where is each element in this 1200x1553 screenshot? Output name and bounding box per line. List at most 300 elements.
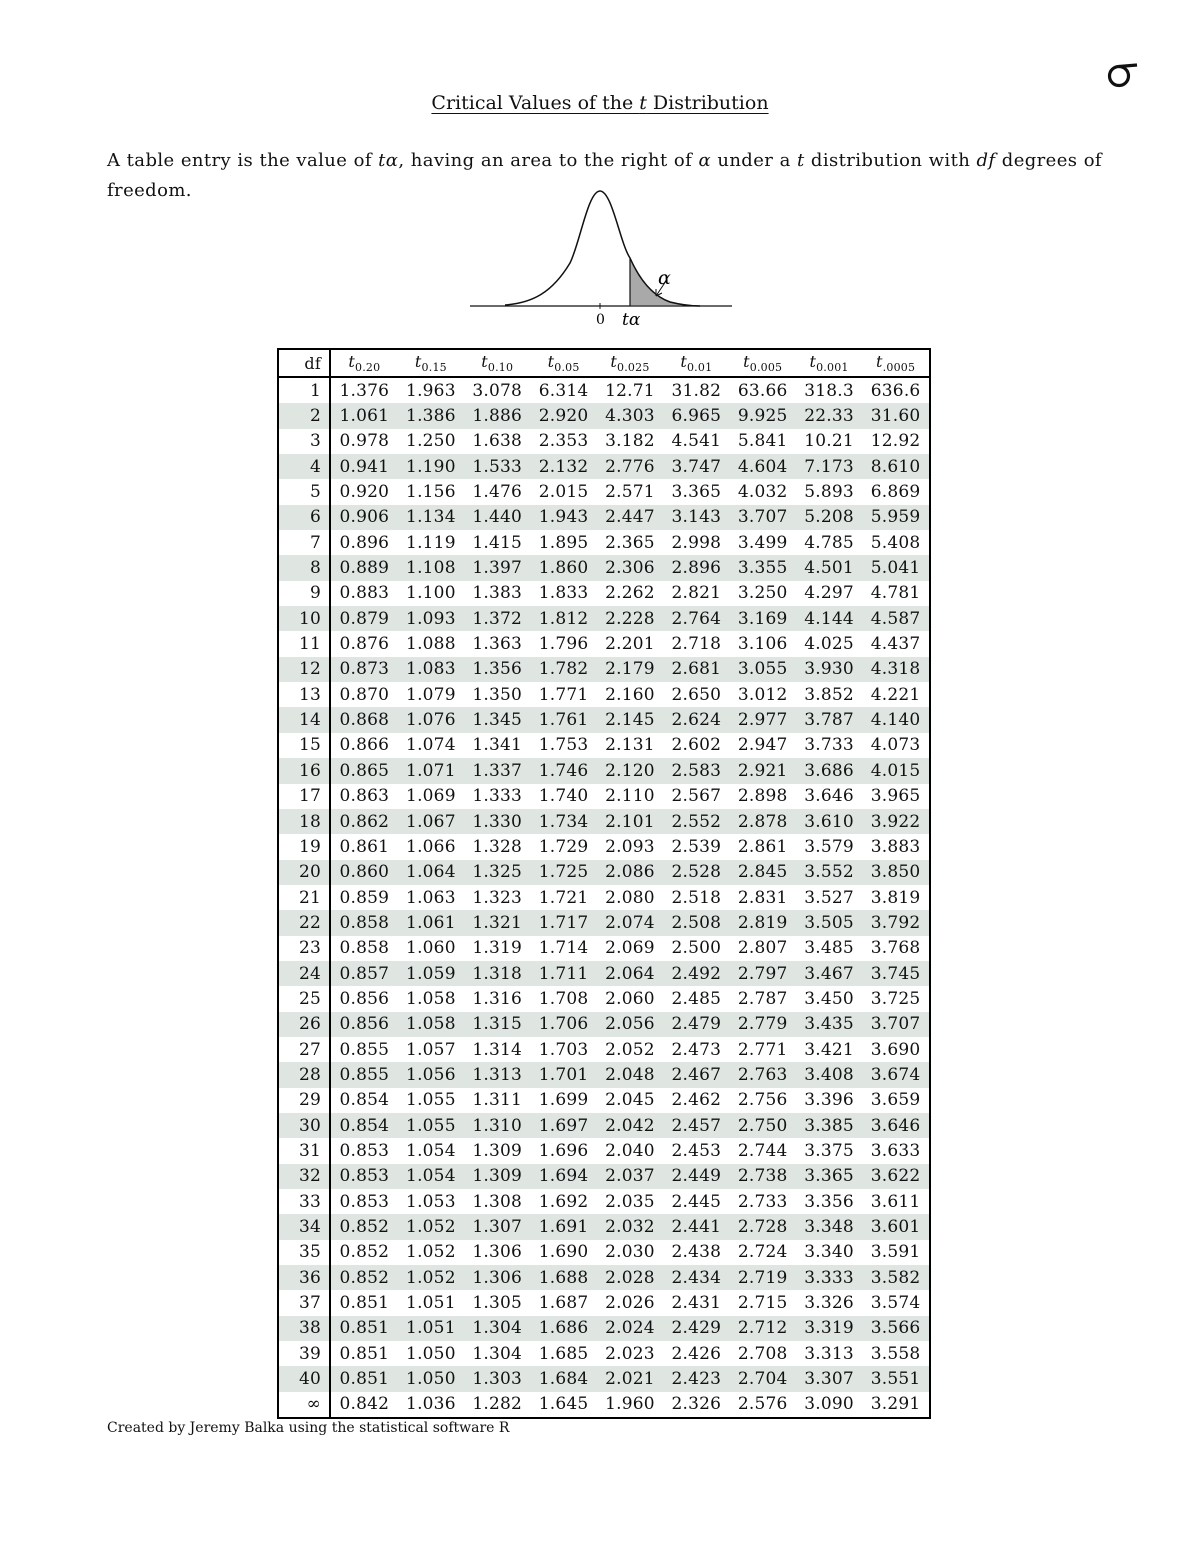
value-cell: 0.860 (330, 860, 398, 885)
value-cell: 0.852 (339, 1242, 390, 1263)
value-cell: 0.858 (330, 910, 398, 935)
value-cell: 1.717 (530, 910, 596, 935)
value-cell: 1.341 (472, 735, 523, 756)
df-cell: 2 (278, 403, 330, 428)
value-cell: 2.602 (671, 735, 722, 756)
value-cell: 1.685 (538, 1343, 589, 1364)
value-cell: 2.110 (605, 786, 655, 807)
df-cell: 24 (278, 961, 330, 986)
value-cell: 1.638 (472, 431, 523, 452)
df-cell: 28 (278, 1062, 330, 1087)
value-cell: 0.861 (339, 836, 390, 857)
value-cell: 3.169 (730, 606, 796, 631)
df-cell: 33 (278, 1189, 330, 1214)
df-cell: 23 (278, 936, 330, 961)
value-cell: 2.179 (597, 657, 663, 682)
value-cell: 0.866 (339, 735, 390, 756)
value-cell: 2.712 (730, 1316, 796, 1341)
value-cell: 2.845 (730, 860, 796, 885)
table-header-row (278, 349, 930, 377)
table-row (278, 1189, 930, 1214)
value-cell: 0.852 (330, 1214, 398, 1239)
value-cell: 4.025 (804, 634, 854, 655)
value-cell: 3.078 (472, 380, 523, 401)
table-row (278, 860, 930, 885)
value-cell: 0.857 (330, 961, 398, 986)
value-cell: 0.842 (339, 1394, 390, 1415)
value-cell: 0.865 (330, 758, 398, 783)
value-cell: 2.035 (605, 1191, 655, 1212)
table-row (278, 1214, 930, 1239)
value-cell: 3.591 (870, 1242, 921, 1263)
value-cell: 2.807 (737, 938, 788, 959)
value-cell: 2.771 (737, 1039, 788, 1060)
value-cell: 2.120 (597, 758, 663, 783)
table-row (278, 1113, 930, 1138)
value-cell: 3.733 (804, 735, 854, 756)
value-cell: 3.566 (862, 1316, 930, 1341)
df-cell: 7 (278, 530, 330, 555)
value-cell: 3.601 (862, 1214, 930, 1239)
value-cell: 12.71 (605, 380, 655, 401)
value-cell: 1.833 (538, 583, 589, 604)
value-cell: 1.052 (398, 1214, 464, 1239)
df-cell: 30 (278, 1113, 330, 1138)
value-cell: 2.733 (737, 1191, 788, 1212)
value-cell: 0.854 (339, 1090, 390, 1111)
value-cell: 2.080 (605, 887, 655, 908)
value-cell: 3.340 (804, 1242, 854, 1263)
value-cell: 0.851 (330, 1316, 398, 1341)
value-cell: 1.064 (398, 860, 464, 885)
value-cell: 4.318 (862, 657, 930, 682)
value-cell: 1.051 (406, 1293, 456, 1314)
value-cell: 1.645 (538, 1394, 589, 1415)
value-cell: 3.326 (804, 1293, 854, 1314)
value-cell: 1.050 (398, 1366, 464, 1391)
value-cell: 2.021 (597, 1366, 663, 1391)
df-cell: 5 (278, 479, 330, 504)
value-cell: 1.397 (464, 555, 530, 580)
value-cell: 1.796 (538, 634, 589, 655)
t-alpha-label: tα (622, 310, 641, 330)
value-cell: 2.353 (538, 431, 589, 452)
value-cell: 2.101 (597, 809, 663, 834)
value-cell: 1.812 (530, 606, 596, 631)
value-cell: 1.306 (472, 1242, 523, 1263)
value-cell: 3.819 (870, 887, 921, 908)
table-row (278, 606, 930, 631)
value-cell: 1.318 (464, 961, 530, 986)
df-cell: 38 (278, 1316, 330, 1341)
df-cell: 25 (278, 986, 330, 1011)
value-cell: 3.852 (804, 684, 854, 705)
table-row (278, 733, 930, 758)
value-cell: 1.356 (464, 657, 530, 682)
value-cell: 3.787 (796, 707, 862, 732)
value-cell: 1.330 (464, 809, 530, 834)
value-cell: 3.356 (804, 1191, 854, 1212)
value-cell: 4.541 (671, 431, 722, 452)
value-cell: 2.131 (605, 735, 655, 756)
value-cell: 3.883 (870, 836, 921, 857)
df-cell: 6 (278, 505, 330, 530)
value-cell: 1.694 (530, 1164, 596, 1189)
value-cell: 3.574 (870, 1293, 921, 1314)
value-cell: 1.076 (398, 707, 464, 732)
value-cell: 2.947 (737, 735, 788, 756)
value-cell: 1.054 (406, 1140, 456, 1161)
value-cell: 3.579 (804, 836, 854, 857)
value-cell: 3.291 (870, 1394, 921, 1415)
value-cell: 1.054 (398, 1164, 464, 1189)
value-cell: 4.437 (870, 634, 921, 655)
value-cell: 3.552 (796, 860, 862, 885)
df-cell: 26 (278, 1012, 330, 1037)
table-row (278, 377, 930, 403)
value-cell: 1.316 (472, 988, 523, 1009)
table-row (278, 1392, 930, 1418)
value-cell: 4.604 (730, 454, 796, 479)
sigma-icon (1105, 56, 1139, 90)
value-cell: 1.058 (398, 1012, 464, 1037)
value-cell: 1.190 (398, 454, 464, 479)
value-cell: 2.060 (605, 988, 655, 1009)
value-cell: 2.473 (671, 1039, 722, 1060)
value-cell: 1.687 (538, 1293, 589, 1314)
value-cell: 2.704 (730, 1366, 796, 1391)
value-cell: 1.345 (464, 707, 530, 732)
table-row (278, 986, 930, 1011)
table-row (278, 784, 930, 809)
value-cell: 5.841 (737, 431, 788, 452)
value-cell: 1.309 (472, 1140, 523, 1161)
value-cell: 1.308 (472, 1191, 523, 1212)
value-cell: 1.337 (464, 758, 530, 783)
df-cell: 9 (278, 581, 330, 606)
value-cell: 1.383 (472, 583, 523, 604)
value-cell: 3.106 (737, 634, 788, 655)
value-cell: 1.050 (406, 1343, 456, 1364)
value-cell: 3.686 (796, 758, 862, 783)
value-cell: 3.250 (737, 583, 788, 604)
df-cell: 20 (278, 860, 330, 885)
value-cell: 10.21 (804, 431, 854, 452)
value-cell: 1.321 (464, 910, 530, 935)
value-cell: 2.708 (737, 1343, 788, 1364)
value-cell: 2.571 (605, 482, 655, 503)
value-cell: 1.771 (538, 684, 589, 705)
value-cell: 4.781 (870, 583, 921, 604)
value-cell: 2.028 (597, 1265, 663, 1290)
value-cell: 2.921 (730, 758, 796, 783)
value-cell: 1.711 (530, 961, 596, 986)
value-cell: 2.201 (605, 634, 655, 655)
df-cell: 32 (278, 1164, 330, 1189)
value-cell: 2.728 (730, 1214, 796, 1239)
value-cell: 2.326 (671, 1394, 722, 1415)
value-cell: 2.576 (737, 1394, 788, 1415)
value-cell: 2.518 (671, 887, 722, 908)
value-cell: 1.533 (464, 454, 530, 479)
value-cell: 1.119 (406, 532, 456, 553)
value-cell: 1.250 (406, 431, 456, 452)
value-cell: 3.611 (870, 1191, 921, 1212)
df-cell: 4 (278, 454, 330, 479)
value-cell: 1.699 (538, 1090, 589, 1111)
table-row (278, 454, 930, 479)
df-cell: 34 (278, 1214, 330, 1239)
value-cell: 2.878 (730, 809, 796, 834)
value-cell: 2.449 (663, 1164, 729, 1189)
column-header: $t_{0.005}$ (730, 349, 796, 377)
value-cell: 63.66 (737, 380, 788, 401)
value-cell: 2.228 (597, 606, 663, 631)
table-row (278, 758, 930, 783)
value-cell: 1.691 (530, 1214, 596, 1239)
value-cell: 1.350 (472, 684, 523, 705)
value-cell: 1.697 (530, 1113, 596, 1138)
value-cell: 1.692 (538, 1191, 589, 1212)
value-cell: 636.6 (870, 380, 921, 401)
table-row (278, 809, 930, 834)
value-cell: 3.505 (796, 910, 862, 935)
value-cell: 1.305 (472, 1293, 523, 1314)
value-cell: 1.688 (530, 1265, 596, 1290)
value-cell: 1.440 (464, 505, 530, 530)
value-cell: 3.646 (862, 1113, 930, 1138)
value-cell: 1.886 (464, 403, 530, 428)
column-header: $t_{.0005}$ (862, 349, 930, 377)
value-cell: 3.707 (862, 1012, 930, 1037)
value-cell: 0.920 (339, 482, 390, 503)
value-cell: 1.304 (464, 1316, 530, 1341)
column-header: $t_{0.001}$ (796, 349, 862, 377)
value-cell: 8.610 (862, 454, 930, 479)
df-cell: 21 (278, 885, 330, 910)
table-row (278, 1341, 930, 1366)
value-cell: 2.040 (605, 1140, 655, 1161)
value-cell: 1.708 (538, 988, 589, 1009)
value-cell: 0.851 (339, 1343, 390, 1364)
table-row (278, 1037, 930, 1062)
value-cell: 2.787 (737, 988, 788, 1009)
value-cell: 1.156 (406, 482, 456, 503)
value-cell: 3.792 (862, 910, 930, 935)
df-cell: 15 (278, 733, 330, 758)
table-row (278, 429, 930, 454)
value-cell: 2.069 (605, 938, 655, 959)
t-critical-values-table (277, 348, 931, 1419)
value-cell: 2.819 (730, 910, 796, 935)
value-cell: 2.763 (730, 1062, 796, 1087)
value-cell: 1.067 (398, 809, 464, 834)
value-cell: 2.998 (671, 532, 722, 553)
value-cell: 2.776 (597, 454, 663, 479)
value-cell: 2.045 (605, 1090, 655, 1111)
table-row (278, 403, 930, 428)
df-header: df (278, 349, 330, 377)
value-cell: 1.306 (464, 1265, 530, 1290)
value-cell: 1.372 (464, 606, 530, 631)
value-cell: 1.706 (530, 1012, 596, 1037)
value-cell: 2.306 (597, 555, 663, 580)
column-header: $t_{0.10}$ (464, 349, 530, 377)
value-cell: 2.467 (663, 1062, 729, 1087)
value-cell: 2.429 (663, 1316, 729, 1341)
df-cell: 8 (278, 555, 330, 580)
value-cell: 2.479 (663, 1012, 729, 1037)
value-cell: 3.385 (796, 1113, 862, 1138)
value-cell: 1.282 (472, 1394, 523, 1415)
value-cell: 3.499 (737, 532, 788, 553)
value-cell: 3.408 (796, 1062, 862, 1087)
value-cell: 2.086 (597, 860, 663, 885)
value-cell: 31.60 (862, 403, 930, 428)
value-cell: 3.365 (796, 1164, 862, 1189)
column-header: $t_{0.01}$ (663, 349, 729, 377)
value-cell: 0.853 (330, 1164, 398, 1189)
table-row (278, 1062, 930, 1087)
value-cell: 1.315 (464, 1012, 530, 1037)
value-cell: 2.447 (597, 505, 663, 530)
value-cell: 1.303 (464, 1366, 530, 1391)
table-row (278, 631, 930, 656)
value-cell: 3.012 (737, 684, 788, 705)
value-cell: 1.333 (472, 786, 523, 807)
value-cell: 3.319 (796, 1316, 862, 1341)
value-cell: 2.861 (737, 836, 788, 857)
value-cell: 0.852 (330, 1265, 398, 1290)
value-cell: 0.863 (339, 786, 390, 807)
value-cell: 2.738 (730, 1164, 796, 1189)
value-cell: 2.492 (663, 961, 729, 986)
df-cell: 14 (278, 707, 330, 732)
value-cell: 3.674 (862, 1062, 930, 1087)
column-header: $t_{0.025}$ (597, 349, 663, 377)
value-cell: 0.853 (339, 1191, 390, 1212)
table-row (278, 961, 930, 986)
value-cell: 3.551 (862, 1366, 930, 1391)
value-cell: 1.304 (472, 1343, 523, 1364)
value-cell: 2.056 (597, 1012, 663, 1037)
value-cell: 2.650 (671, 684, 722, 705)
value-cell: 1.734 (530, 809, 596, 834)
value-cell: 5.959 (862, 505, 930, 530)
value-cell: 0.856 (339, 988, 390, 1009)
value-cell: 4.140 (862, 707, 930, 732)
value-cell: 0.889 (330, 555, 398, 580)
value-cell: 2.015 (538, 482, 589, 503)
value-cell: 3.375 (804, 1140, 854, 1161)
value-cell: 1.690 (538, 1242, 589, 1263)
value-cell: 3.055 (730, 657, 796, 682)
value-cell: 2.896 (663, 555, 729, 580)
value-cell: 1.415 (472, 532, 523, 553)
value-cell: 3.690 (870, 1039, 921, 1060)
value-cell: 2.724 (737, 1242, 788, 1263)
table-row (278, 505, 930, 530)
table-row (278, 910, 930, 935)
value-cell: 3.850 (862, 860, 930, 885)
value-cell: 3.747 (663, 454, 729, 479)
table-row (278, 555, 930, 580)
value-cell: 2.500 (671, 938, 722, 959)
value-cell: 2.064 (597, 961, 663, 986)
value-cell: 3.355 (730, 555, 796, 580)
table-row (278, 1138, 930, 1163)
value-cell: 0.906 (330, 505, 398, 530)
value-cell: 5.408 (870, 532, 921, 553)
value-cell: 1.057 (406, 1039, 456, 1060)
value-cell: 2.445 (671, 1191, 722, 1212)
value-cell: 2.423 (663, 1366, 729, 1391)
value-cell: 1.061 (330, 403, 398, 428)
value-cell: 2.539 (671, 836, 722, 857)
value-cell: 1.074 (406, 735, 456, 756)
value-cell: 2.567 (671, 786, 722, 807)
column-header: $t_{0.20}$ (330, 349, 398, 377)
value-cell: 0.879 (330, 606, 398, 631)
value-cell: 1.740 (538, 786, 589, 807)
value-cell: 2.462 (671, 1090, 722, 1111)
value-cell: 1.325 (464, 860, 530, 885)
value-cell: 1.386 (398, 403, 464, 428)
value-cell: 3.610 (796, 809, 862, 834)
value-cell: 3.450 (804, 988, 854, 1009)
intro-paragraph: A table entry is the value of tα, having an area to the right of α under a t distribution with df degrees of freedom. (107, 150, 1102, 201)
value-cell: 1.051 (398, 1316, 464, 1341)
value-cell: 1.066 (406, 836, 456, 857)
value-cell: 3.725 (870, 988, 921, 1009)
value-cell: 1.069 (406, 786, 456, 807)
value-cell: 1.860 (530, 555, 596, 580)
value-cell: 2.048 (597, 1062, 663, 1087)
value-cell: 1.714 (538, 938, 589, 959)
value-cell: 0.896 (339, 532, 390, 553)
value-cell: 0.855 (339, 1039, 390, 1060)
value-cell: 2.052 (605, 1039, 655, 1060)
df-cell: 31 (278, 1138, 330, 1163)
value-cell: 2.797 (730, 961, 796, 986)
value-cell: 3.307 (796, 1366, 862, 1391)
value-cell: 31.82 (671, 380, 722, 401)
value-cell: 2.750 (730, 1113, 796, 1138)
value-cell: 2.552 (663, 809, 729, 834)
value-cell: 4.297 (804, 583, 854, 604)
value-cell: 3.558 (870, 1343, 921, 1364)
value-cell: 5.893 (804, 482, 854, 503)
value-cell: 3.659 (870, 1090, 921, 1111)
value-cell: 1.058 (406, 988, 456, 1009)
value-cell: 3.467 (796, 961, 862, 986)
value-cell: 1.079 (406, 684, 456, 705)
value-cell: 4.015 (862, 758, 930, 783)
value-cell: 1.071 (398, 758, 464, 783)
value-cell: 2.764 (663, 606, 729, 631)
value-cell: 2.093 (605, 836, 655, 857)
value-cell: 1.063 (406, 887, 456, 908)
value-cell: 0.855 (330, 1062, 398, 1087)
value-cell: 2.453 (671, 1140, 722, 1161)
value-cell: 1.761 (530, 707, 596, 732)
t-distribution-diagram (470, 185, 735, 335)
value-cell: 2.831 (737, 887, 788, 908)
value-cell: 2.718 (671, 634, 722, 655)
df-cell: 29 (278, 1088, 330, 1113)
value-cell: 1.083 (398, 657, 464, 682)
value-cell: 2.030 (605, 1242, 655, 1263)
